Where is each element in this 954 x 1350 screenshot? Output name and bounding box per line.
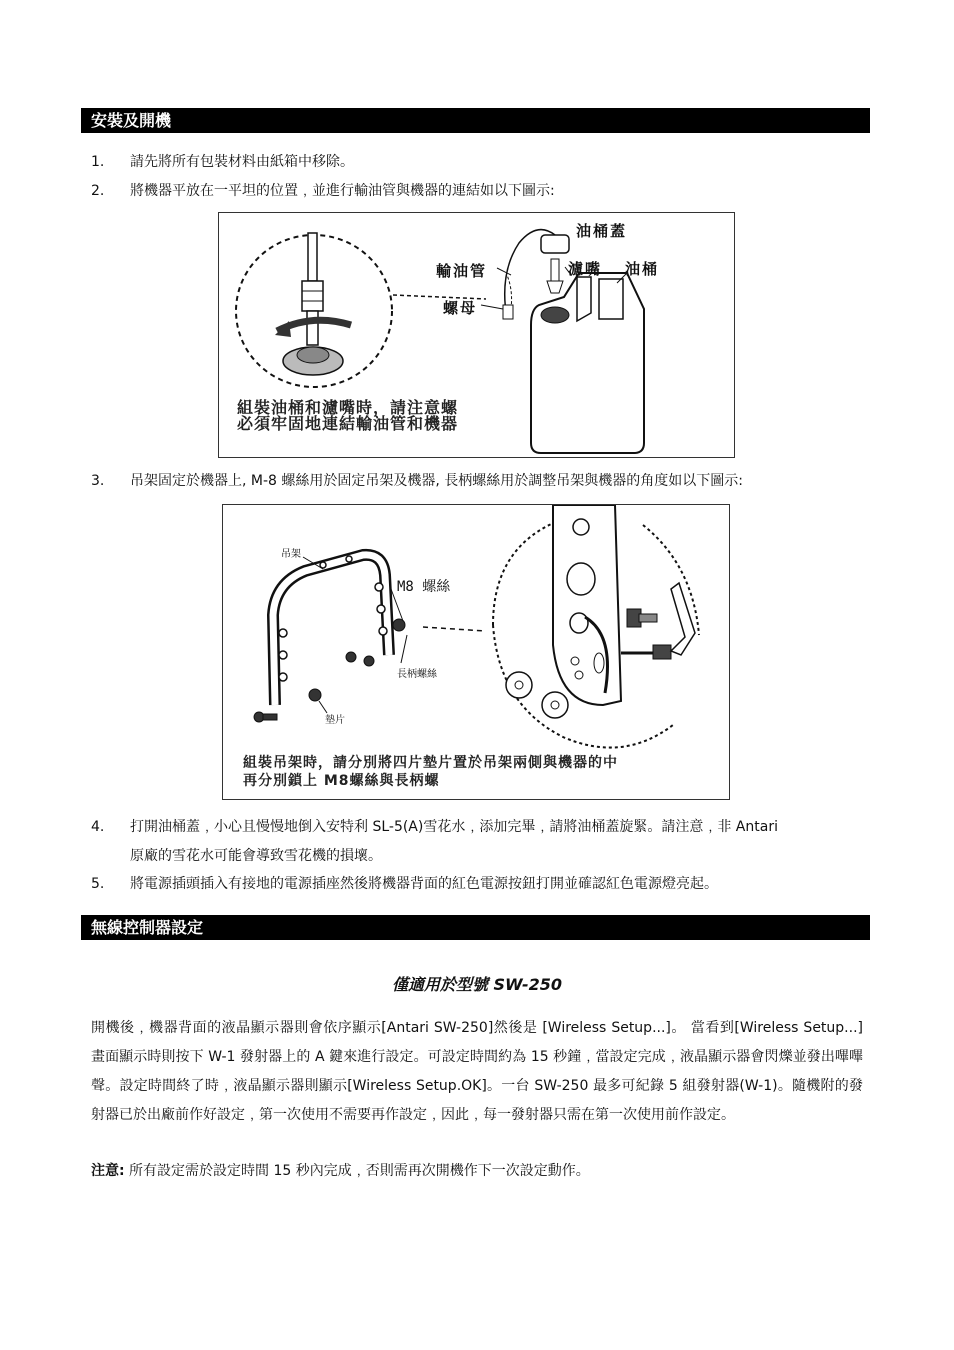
step-number: 5. (91, 876, 105, 892)
caption-line-1: 組裝吊架時，請分別將四片墊片置於吊架兩側與機器的中 (243, 755, 618, 771)
label-long-screw: 長柄螺絲 (397, 669, 437, 680)
figure-caption (243, 754, 618, 790)
step-number: 3. (91, 473, 105, 489)
label-bracket: 吊架 (281, 549, 301, 560)
step-text: 請先將所有包裝材料由紙箱中移除。 (130, 154, 354, 170)
caption-line-1: 組裝油桶和濾嘴時，請注意螺 (237, 398, 459, 417)
label-cap: 油桶蓋 (576, 222, 628, 240)
wireless-setup-paragraph: 開機後﹐機器背面的液晶顯示器則會依序顯示[Antari SW-250]然後是 [Wireless Setup...]。 當看到[Wireless Setup...] 畫面顯示時則按下 W-1 發射器上的 A 鍵來進行設定。可設定時間約為 15 秒鐘﹐當設定完成﹐液晶顯示器會閃爍並發出嗶嗶聲。設定時間終了時﹐液晶顯示器則顯示[Wireless Setup.OK]。一台 SW-250 最多可紀錄 5 組發射器(W-1)。隨機附的發射器已於出廠前作好設定﹐第一次使用不需要再作設定﹐因此﹐每一發射器只需在第一次使用前作設定。 (91, 1020, 863, 1123)
note (91, 1160, 590, 1182)
label-nut: 螺母 (443, 299, 478, 317)
step-number: 2. (91, 183, 105, 199)
note-text: 所有設定需於設定時間 15 秒內完成﹐否則需再次開機作下一次設定動作。 (124, 1163, 590, 1179)
label-filter: 濾嘴 (568, 260, 603, 278)
step-text: 將電源插頭插入有接地的電源插座然後將機器背面的紅色電源按鈕打開並確認紅色電源燈亮起。 (130, 876, 718, 892)
caption-line-2: 再分別鎖上 M8螺絲與長柄螺 (243, 773, 440, 789)
figure-bracket-assembly (222, 504, 730, 800)
figure-oil-tank-assembly (218, 212, 735, 458)
step-text-continued: 原廠的雪花水可能會導致雪花機的損壞。 (130, 848, 382, 864)
figure-caption (237, 400, 458, 432)
step-text: 打開油桶蓋﹐小心且慢慢地倒入安特利 SL-5(A)雪花水﹐添加完畢﹐請將油桶蓋旋緊。請注意﹐非 Antari (130, 819, 778, 835)
label-tank: 油桶 (625, 260, 660, 278)
caption-line-2: 必須牢固地連結輸油管和機器 (237, 414, 459, 433)
step-text: 將機器平放在一平坦的位置﹐並進行輸油管與機器的連結如以下圖示: (130, 183, 555, 199)
model-subtitle: 僅適用於型號 SW-250 (391, 975, 563, 994)
label-tube: 輸油管 (436, 262, 488, 280)
step-number: 4. (91, 819, 105, 835)
note-label: 注意: (91, 1163, 125, 1179)
step-text: 吊架固定於機器上, M-8 螺絲用於固定吊架及機器, 長柄螺絲用於調整吊架與機器的角度如以下圖示: (130, 473, 744, 489)
section-header-install: 安裝及開機 (81, 108, 870, 133)
step-number: 1. (91, 154, 105, 170)
label-washer: 墊片 (325, 715, 345, 726)
section-header-wireless: 無線控制器設定 (81, 915, 870, 940)
label-m8-screw: M8 螺絲 (397, 579, 451, 595)
